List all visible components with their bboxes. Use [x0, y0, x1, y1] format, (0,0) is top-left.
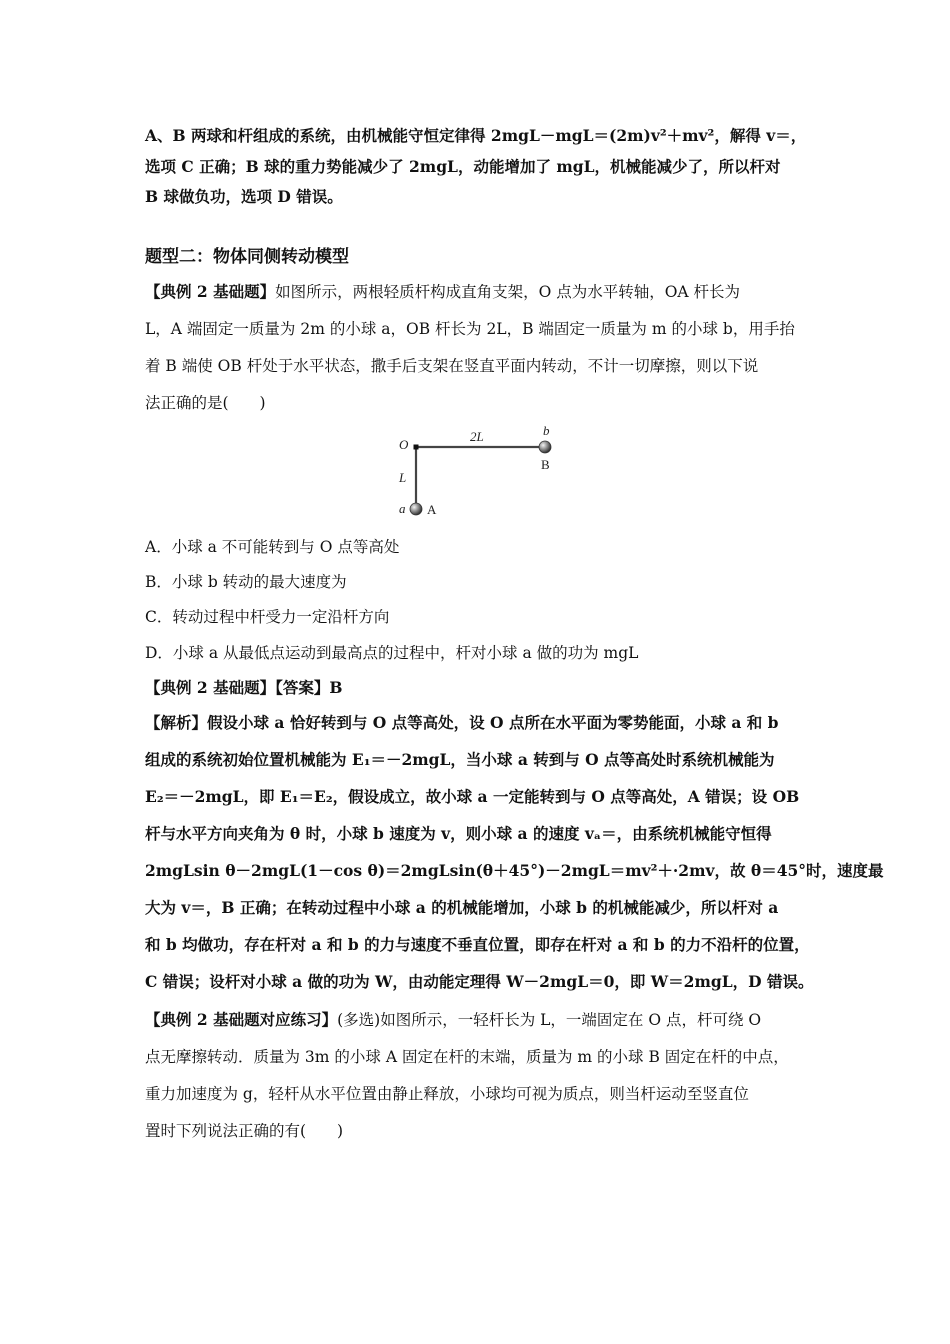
practice-line-3: 重力加速度为 g，轻杆从水平位置由静止释放，小球均可视为质点，则当杆运动至竖直位 — [145, 1085, 749, 1103]
analysis-tag: 【解析】 — [145, 713, 208, 732]
analysis-line-3: E₂＝－2mgL，即 E₁＝E₂，假设成立，故小球 a 一定能转到与 O 点等高处，A 错误；设 OB — [145, 787, 800, 806]
ball-a — [410, 503, 422, 515]
option-a: A．小球 a 不可能转到与 O 点等高处 — [145, 538, 400, 556]
option-b: B．小球 b 转动的最大速度为 — [145, 573, 347, 591]
solution-line-3: B 球做负功，选项 D 错误。 — [145, 187, 343, 206]
analysis-line-5: 2mgLsin θ－2mgL(1－cos θ)＝2mgLsin(θ＋45°)－2mgL＝mv²＋·2mv，故 θ＝45°时，速度最 — [145, 861, 884, 880]
pivot-O — [414, 445, 419, 450]
analysis-line-1 — [145, 713, 779, 733]
label-2L: 2L — [470, 429, 484, 444]
analysis-line-2: 组成的系统初始位置机械能为 E₁＝－2mgL，当小球 a 转到与 O 点等高处时系统机械能为 — [145, 750, 775, 769]
analysis-line-7: 和 b 均做功，存在杆对 a 和 b 的力与速度不垂直位置，即存在杆对 a 和 b 的力不沿杆的位置， — [145, 935, 810, 954]
label-a: a — [399, 501, 406, 516]
practice-line-2: 点无摩擦转动．质量为 3m 的小球 A 固定在杆的末端，质量为 m 的小球 B 固定在杆的中点， — [145, 1048, 789, 1066]
answer-line: 【典例 2 基础题】【答案】B — [145, 678, 343, 697]
analysis-text-1: 假设小球 a 恰好转到与 O 点等高处，设 O 点所在水平面为零势能面，小球 a 和 b — [207, 713, 779, 732]
analysis-line-6: 大为 v＝，B 正确；在转动过程中小球 a 的机械能增加，小球 b 的机械能减少，所以杆对 a — [145, 898, 779, 917]
option-c: C．转动过程中杆受力一定沿杆方向 — [145, 608, 390, 626]
analysis-line-8: C 错误；设杆对小球 a 做的功为 W，由动能定理得 W－2mgL＝0，即 W＝2mgL，D 错误。 — [145, 972, 814, 991]
option-d: D．小球 a 从最低点运动到最高点的过程中，杆对小球 a 做的功为 mgL — [145, 644, 639, 662]
example2-line-1 — [145, 282, 740, 302]
label-B: B — [541, 457, 550, 472]
practice-line-1 — [145, 1010, 761, 1030]
practice-line-4: 置时下列说法正确的有( ) — [145, 1122, 344, 1140]
label-L: L — [399, 470, 407, 485]
label-b: b — [543, 423, 550, 438]
solution-line-1: A、B 两球和杆组成的系统，由机械能守恒定律得 2mgL－mgL＝(2m)v²＋mv²，解得 v＝， — [145, 126, 807, 145]
rotating-frame-figure — [390, 420, 570, 525]
example2-tag: 【典例 2 基础题】 — [145, 282, 276, 301]
section-title: 题型二：物体同侧转动模型 — [145, 247, 349, 267]
practice-text-1: (多选)如图所示，一轻杆长为 L，一端固定在 O 点，杆可绕 O — [337, 1011, 762, 1029]
analysis-line-4: 杆与水平方向夹角为 θ 时，小球 b 速度为 v，则小球 a 的速度 vₐ＝，由系统机械能守恒得 — [145, 824, 772, 843]
label-O: O — [399, 437, 409, 452]
example2-line-2: L，A 端固定一质量为 2m 的小球 a，OB 杆长为 2L，B 端固定一质量为 m 的小球 b，用手抬 — [145, 320, 795, 338]
example2-line-3: 着 B 端使 OB 杆处于水平状态，撒手后支架在竖直平面内转动，不计一切摩擦，则以下说 — [145, 357, 759, 375]
example2-line-4: 法正确的是( ) — [145, 394, 266, 412]
practice-tag: 【典例 2 基础题对应练习】 — [145, 1010, 338, 1029]
solution-line-2: 选项 C 正确；B 球的重力势能减少了 2mgL，动能增加了 mgL，机械能减少了，所以杆对 — [145, 157, 781, 176]
ball-b — [539, 441, 551, 453]
example2-text-1: 如图所示，两根轻质杆构成直角支架，O 点为水平转轴，OA 杆长为 — [275, 283, 741, 301]
label-A: A — [427, 502, 437, 517]
